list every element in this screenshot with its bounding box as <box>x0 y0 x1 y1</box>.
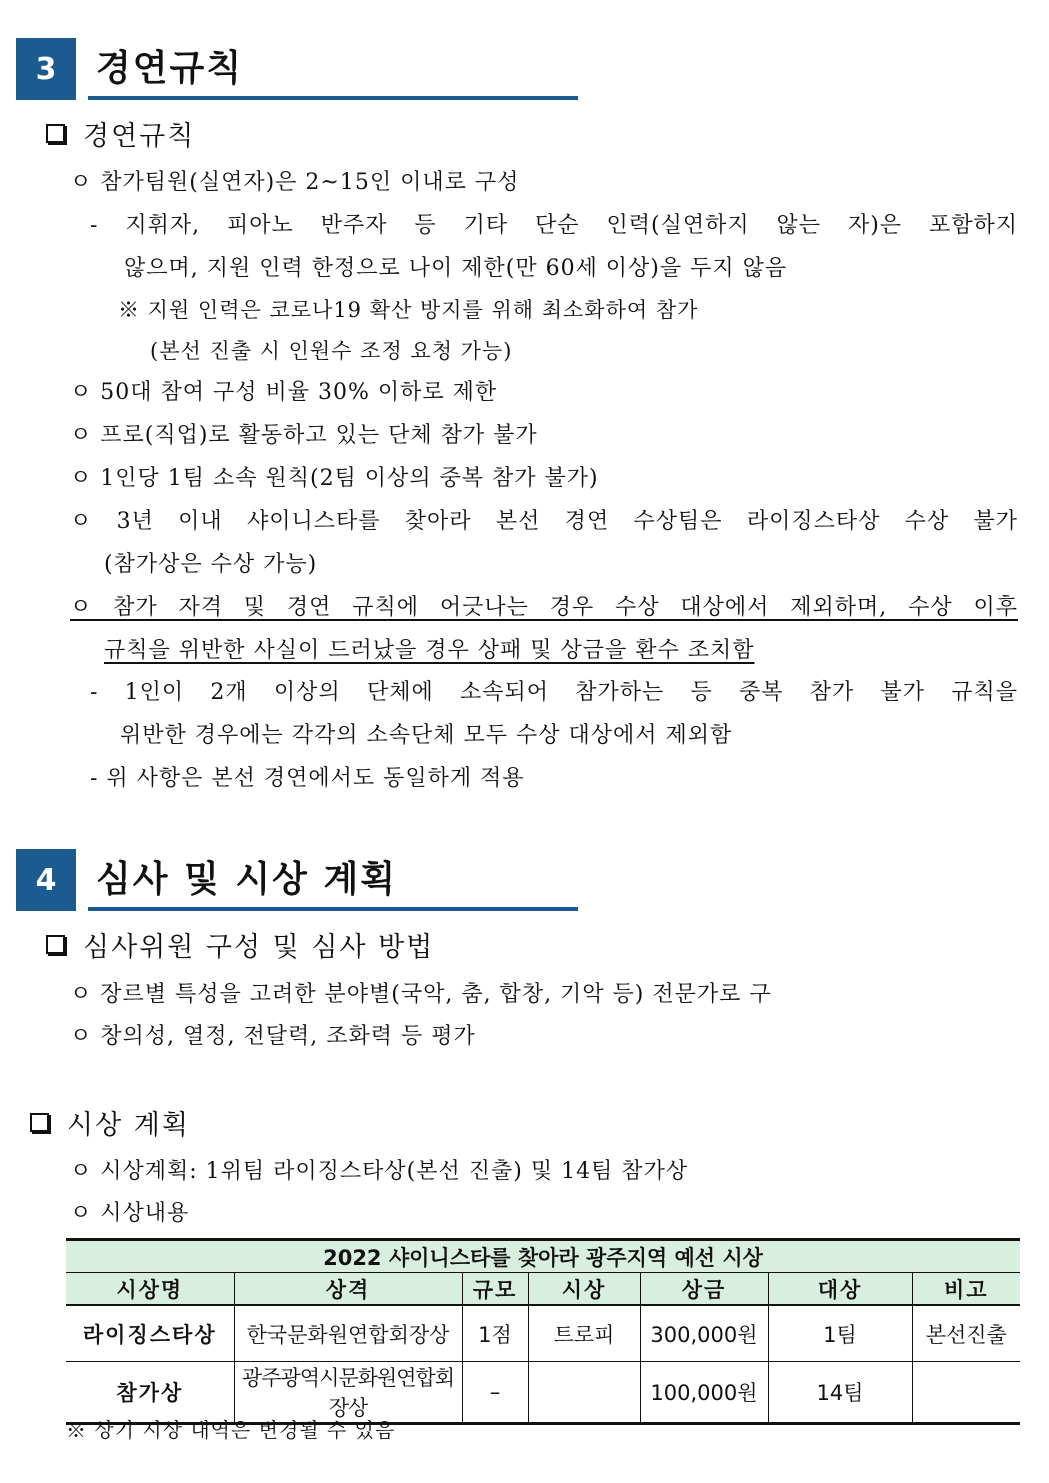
section-title: 경연규칙 <box>96 48 244 89</box>
rule-line: ㅇ 50대 참여 구성 비율 30% 이하로 제한 <box>70 380 498 405</box>
section-4-heading <box>16 849 578 905</box>
section-number-badge: 4 <box>16 849 76 911</box>
heading-underline <box>88 96 578 100</box>
award-table <box>66 1238 1020 1425</box>
column-header: 대상 <box>768 1273 912 1306</box>
column-header: 시상명 <box>66 1273 234 1306</box>
table-note: ※ 상기 시상 내역은 변경될 수 있음 <box>66 1418 396 1442</box>
rule-underlined-line: 규칙을 위반한 사실이 드러났을 경우 상패 및 상금을 환수 조치함 <box>104 638 755 663</box>
award-line: ㅇ 시상내용 <box>70 1201 190 1226</box>
table-cell: 100,000원 <box>640 1362 768 1424</box>
rule-line: - 1인이 2개 이상의 단체에 소속되어 참가하는 등 중복 참가 불가 규칙을 <box>90 680 1018 705</box>
table-cell: 14팀 <box>768 1362 912 1424</box>
sub-heading-text: 경연규칙 <box>83 121 196 152</box>
sub-heading-rules <box>46 114 195 153</box>
rule-line: ㅇ 프로(직업)로 활동하고 있는 단체 참가 불가 <box>70 423 538 448</box>
award-line: ㅇ 시상계획: 1위팀 라이징스타상(본선 진출) 및 14팀 참가상 <box>70 1159 689 1184</box>
checkbox-square-icon <box>30 1113 49 1132</box>
table-cell: – <box>462 1362 528 1424</box>
sub-heading-text: 시상 계획 <box>67 1110 190 1141</box>
judge-line: ㅇ 장르별 특성을 고려한 분야별(국악, 춤, 합창, 기악 등) 전문가로 구 <box>70 982 772 1007</box>
table-cell: 1팀 <box>768 1305 912 1362</box>
sub-heading-judges <box>46 925 434 964</box>
rule-underlined-line: ㅇ 참가 자격 및 경연 규칙에 어긋나는 경우 수상 대상에서 제외하며, 수상 이후 <box>70 595 1018 620</box>
checkbox-square-icon <box>46 124 65 143</box>
column-header: 규모 <box>462 1273 528 1306</box>
section-number-badge: 3 <box>16 38 76 100</box>
table-cell: 1점 <box>462 1305 528 1362</box>
column-header: 시상 <box>528 1273 640 1306</box>
rule-line: ㅇ 3년 이내 샤이니스타를 찾아라 본선 경연 수상팀은 라이징스타상 수상 불가 <box>70 509 1018 534</box>
table-caption: 2022 샤이니스타를 찾아라 광주지역 예선 시상 <box>66 1240 1020 1273</box>
rule-line: - 위 사항은 본선 경연에서도 동일하게 적용 <box>90 766 525 791</box>
section-3-heading <box>16 38 578 94</box>
rule-line: ㅇ 1인당 1팀 소속 원칙(2팀 이상의 중복 참가 불가) <box>70 466 599 491</box>
checkbox-square-icon <box>46 935 65 954</box>
rule-line: (참가상은 수상 가능) <box>104 552 318 577</box>
table-cell: 참가상 <box>66 1362 234 1424</box>
table-cell: 라이징스타상 <box>66 1305 234 1362</box>
table-cell <box>528 1362 640 1424</box>
table-cell: 300,000원 <box>640 1305 768 1362</box>
rule-line: ㅇ 참가팀원(실연자)은 2~15인 이내로 구성 <box>70 170 520 195</box>
sub-heading-awards <box>30 1103 190 1142</box>
rule-note-line: ※ 지원 인력은 코로나19 확산 방지를 위해 최소화하여 참가 <box>118 298 699 322</box>
table-cell: 트로피 <box>528 1305 640 1362</box>
table-cell: 본선진출 <box>912 1305 1020 1362</box>
judge-line: ㅇ 창의성, 열정, 전달력, 조화력 등 평가 <box>70 1024 476 1049</box>
column-header: 비고 <box>912 1273 1020 1306</box>
table-cell: 한국문화원연합회장상 <box>234 1305 462 1362</box>
rule-line: 않으며, 지원 인력 한정으로 나이 제한(만 60세 이상)을 두지 않음 <box>124 256 788 281</box>
table-row <box>66 1305 1020 1362</box>
table-header-row <box>66 1273 1020 1306</box>
heading-underline <box>88 907 578 911</box>
column-header: 상격 <box>234 1273 462 1306</box>
table-cell: 광주광역시문화원연합회장상 <box>234 1362 462 1424</box>
section-title: 심사 및 시상 계획 <box>96 859 398 900</box>
rule-line: 위반한 경우에는 각각의 소속단체 모두 수상 대상에서 제외함 <box>120 723 733 748</box>
rule-line: - 지휘자, 피아노 반주자 등 기타 단순 인력(실연하지 않는 자)은 포함하지 <box>90 213 1018 238</box>
table-cell <box>912 1362 1020 1424</box>
sub-heading-text: 심사위원 구성 및 심사 방법 <box>83 932 435 963</box>
column-header: 상금 <box>640 1273 768 1306</box>
rule-note-line: (본선 진출 시 인원수 조정 요청 가능) <box>150 339 513 363</box>
